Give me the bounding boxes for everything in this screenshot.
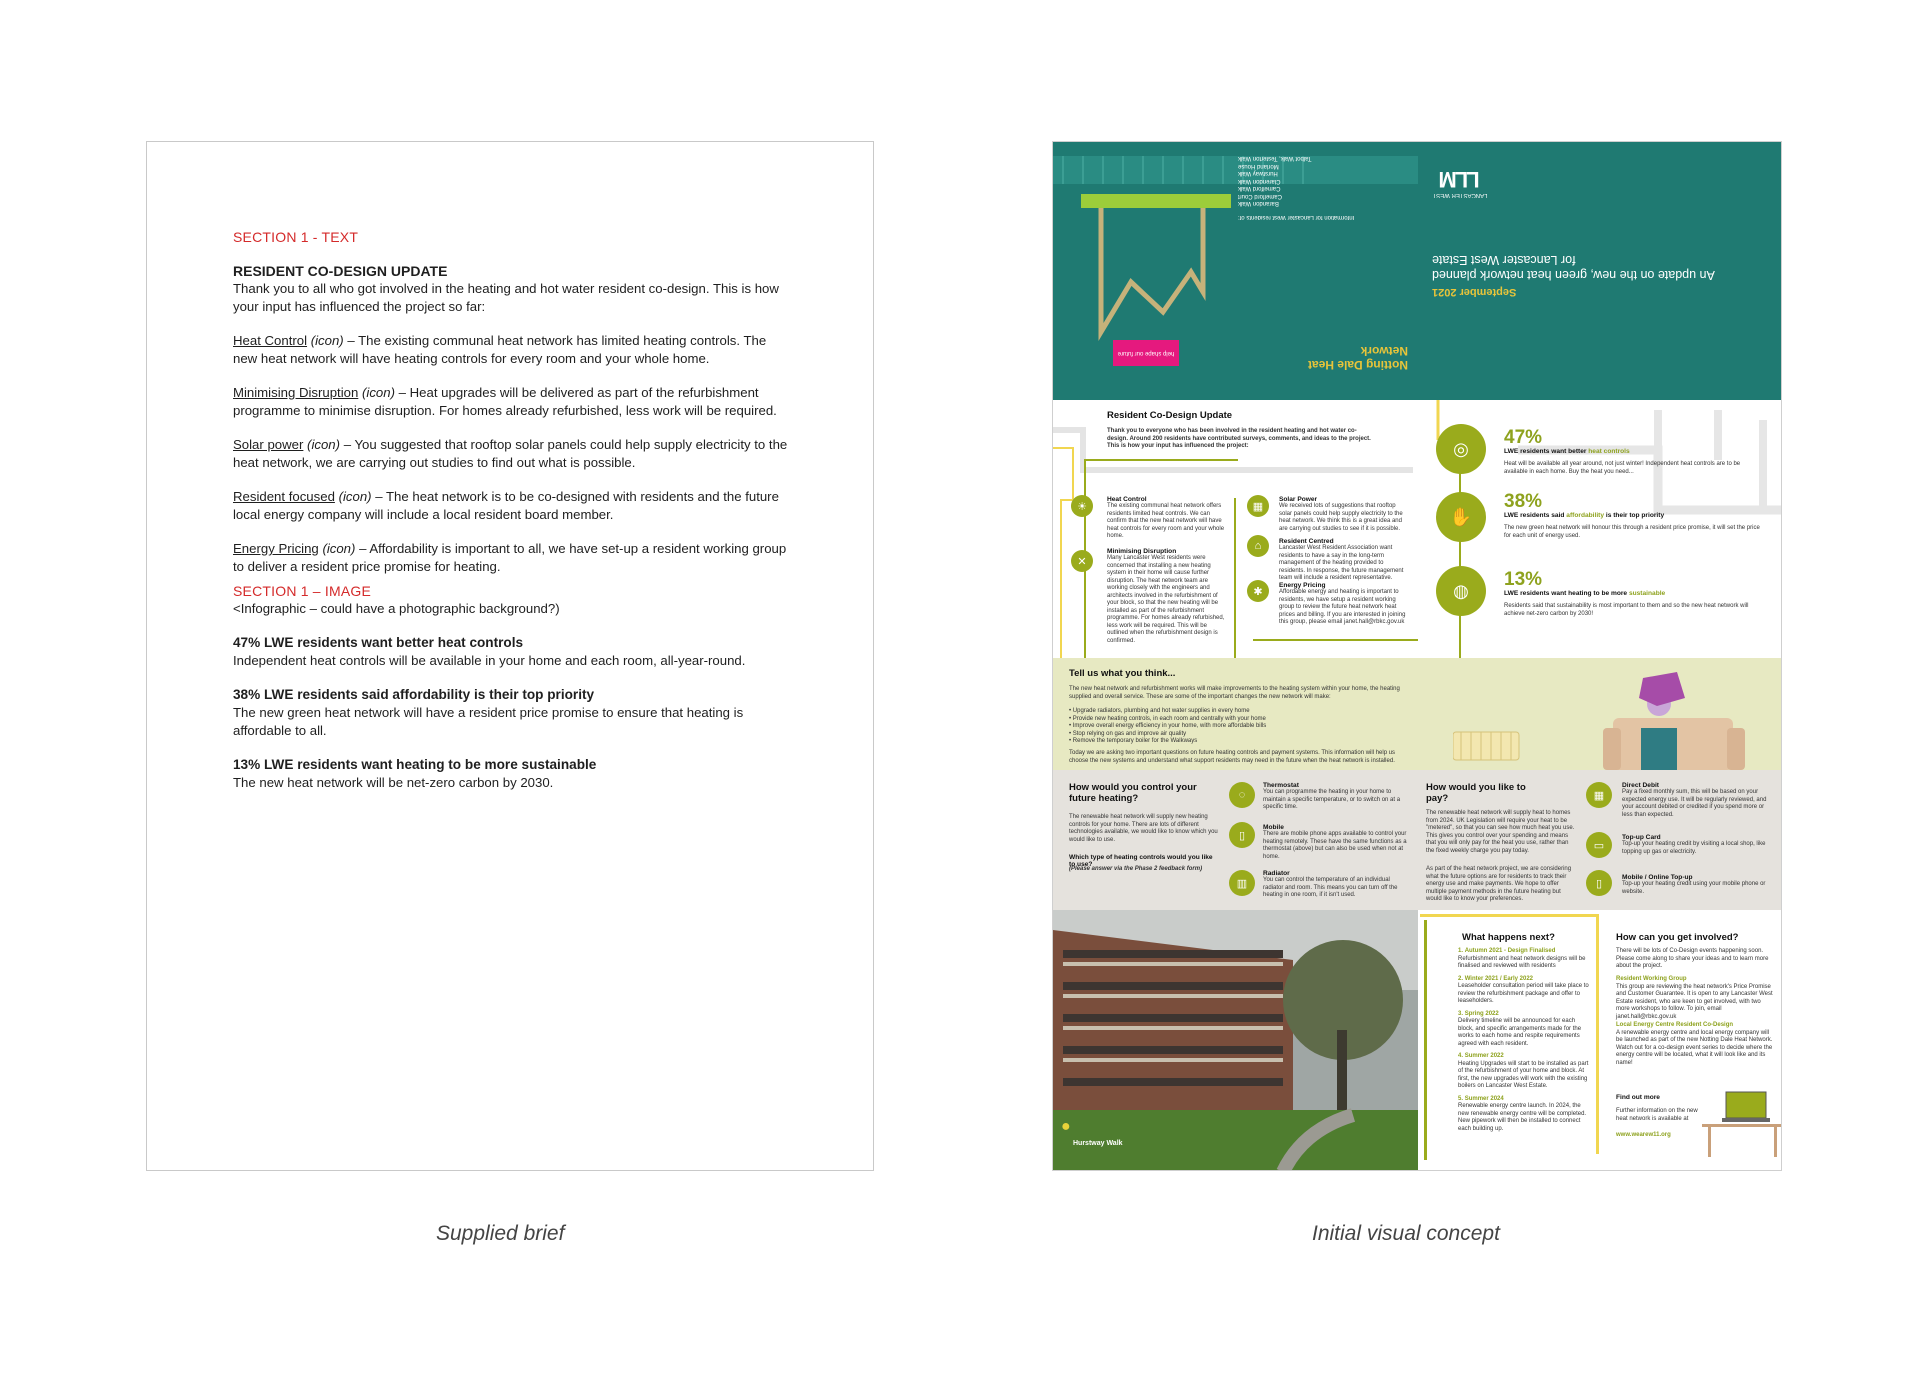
pay-title: How would you like to pay? — [1426, 782, 1526, 804]
stat-key: heat controls — [1588, 448, 1630, 455]
supplied-brief-page — [146, 141, 874, 1171]
codesign-item-heat-control — [1107, 496, 1225, 541]
involved-group-text: This group are reviewing the heat network's Price Promise and Customer Guarantee. It is open to any Lancaster West Estate resident, who are keen to get involved, with two more workshops to follow. To join, email janet.hall@rbkc.gov.uk — [1616, 983, 1773, 1020]
codesign-item-text: Many Lancaster West residents were concerned that installing a new heating system in their home will cause further disruption. The heat network team are working closely with the engineers and architects involved in the refurbishment of your block, so that the new heating will be installed as part of the refurbishment programme. For homes already refurbished, less work will be required. This will be outlined when the refurbishment design is confirmed. — [1107, 555, 1225, 644]
cover-front-panel — [1418, 142, 1782, 400]
stat-text: Heat will be available all year around, not just winter! Independent heat controls are to be available in each home. Buy the heat you need... — [1504, 461, 1741, 475]
pay-option — [1622, 834, 1776, 856]
stat-item — [1504, 492, 1764, 540]
control-option-title: Thermostat — [1263, 782, 1299, 789]
control-title: How would you control your future heating? — [1069, 782, 1197, 804]
stat-percentage: 38% — [1504, 491, 1543, 512]
pay-option — [1622, 874, 1776, 896]
cover-street: Barandon Walk — [1238, 200, 1279, 207]
step-number: 5. — [1458, 1095, 1464, 1102]
codesign-intro: Thank you to everyone who has been involved in the resident heating and hot water co-design. Around 200 residents have contributed surveys, comments, and ideas to the project. This is how your input has influenced the project: — [1107, 428, 1371, 449]
next-title: What happens next? — [1462, 932, 1555, 943]
location-pin-icon: ● — [1061, 1118, 1071, 1135]
stat-tail: is their top priority — [1604, 512, 1665, 519]
involved-group-title: Resident Working Group — [1616, 976, 1687, 982]
stats-panel — [1418, 400, 1782, 658]
involved-intro: There will be lots of Co-Design events happening soon. Please come along to share your ideas and to learn more about the project. — [1616, 948, 1769, 969]
mobile-phone-icon: ▯ — [1586, 870, 1612, 896]
step-number: 4. — [1458, 1053, 1464, 1059]
pay-panel — [1418, 770, 1782, 910]
estate-photo — [1053, 910, 1418, 1171]
cover-logo — [1430, 166, 1490, 198]
stat-item — [1504, 570, 1764, 618]
codesign-item-text: Affordable energy and heating is important to residents, we have setup a resident working group to review the future heat network heat prices and billing. If you are interested in joining this group, please email janet.hall@rbkc.gov.uk — [1279, 589, 1406, 625]
involved-group — [1616, 1022, 1774, 1067]
find-out-more-text: Further information on the new heat network is available at — [1616, 1108, 1698, 1122]
step-when: Spring 2022 — [1464, 1010, 1499, 1017]
stat-text: Residents said that sustainability is most important to them and so the new heat network will achieve net-zero carbon by 2030! — [1504, 603, 1749, 617]
stat-percentage: 13% — [1504, 569, 1543, 590]
calendar-icon: ▦ — [1586, 782, 1612, 808]
tell-bullet: • Upgrade radiators, plumbing and hot water supplies in every home — [1069, 708, 1250, 714]
step-when: Winter 2021 / Early 2022 — [1464, 975, 1534, 982]
codesign-item-minimising-disruption — [1107, 548, 1225, 645]
stat-percentage: 47% — [1504, 427, 1543, 448]
control-option — [1263, 824, 1409, 861]
cover-street: Camelford Walk — [1238, 185, 1281, 192]
step-text: Delivery timeline will be announced for each block, and specific arrangements made for the works to each home and respite requirements agreed with each resident. — [1458, 1018, 1582, 1047]
house-icon: ⌂ — [1247, 535, 1269, 557]
brief-item-text: – Affordability is important to all, we have set-up a resident working group to deliver a resident price promise for heating. — [233, 541, 787, 574]
tell-us-panel — [1053, 658, 1782, 770]
brief-item-heat-control — [233, 332, 793, 368]
brief-item-icon-note: (icon) — [362, 385, 395, 400]
brief-item-resident-focused — [233, 488, 793, 524]
brief-item-term: Minimising Disruption — [233, 385, 359, 400]
stat-lead: LWE residents said — [1504, 512, 1567, 519]
tell-bullet: • Improve overall energy efficiency in your home, with more affordable bills — [1069, 723, 1267, 729]
codesign-item-text: The existing communal heat network offers residents limited heat controls. We can confirm that the new heat network will have heat controls for every room and your whole home. — [1107, 503, 1225, 539]
pay-option-text: Top-up your heating credit by visiting a local shop, like topping up gas or electricity. — [1622, 841, 1766, 855]
brief-item-term: Heat Control — [233, 333, 308, 348]
globe-hands-icon: ◍ — [1436, 566, 1486, 616]
control-option — [1263, 782, 1409, 812]
step-text: Refurbishment and heat network designs will be finalised and reviewed with residents — [1458, 955, 1586, 969]
brief-stat-text: The new green heat network will have a resident price promise to ensure that heating is affordable to all. — [233, 705, 744, 738]
brief-stat-heading: 38% LWE residents said affordability is their top priority — [233, 687, 595, 702]
pay-option-text: Top-up your heating credit using your mobile phone or website. — [1622, 881, 1766, 895]
cover-back-panel — [1053, 142, 1418, 400]
tools-icon: ✕ — [1071, 550, 1093, 572]
tell-bullet: • Remove the temporary boiler for the Walkways — [1069, 738, 1198, 744]
find-out-more-link[interactable]: www.wearew11.org — [1616, 1132, 1671, 1138]
stat-text: The new green heat network will honour this through a resident price promise, it will set the price for each unit of energy used. — [1504, 525, 1760, 539]
step-number: 2. — [1458, 975, 1464, 982]
step-when: Autumn 2021 - Design Finalised — [1464, 948, 1556, 954]
step-when: Summer 2022 — [1464, 1053, 1504, 1059]
brief-item-icon-note: (icon) — [307, 437, 341, 452]
pay-intro2: As part of the heat network project, we are considering what the future options are for residents to track their energy use and make payments. We hope to offer multiple payment methods in the future heating but would like to know your preferences. — [1426, 866, 1572, 902]
codesign-item-title: Resident Centred — [1279, 538, 1334, 545]
logo-subtitle: LANCASTER WEST — [1432, 192, 1488, 198]
cover-street: Hurstway Walk — [1238, 170, 1278, 177]
pay-option-text: Pay a fixed monthly sum, this will be based on your expected energy use. It will be regularly reviewed, and your account debited or credited if you spend more or less than expected. — [1622, 789, 1767, 818]
brief-stat-text: The new heat network will be net-zero carbon by 2030. — [233, 775, 554, 790]
cover-badge: help shape our future — [1113, 340, 1179, 366]
brief-item-term: Solar power — [233, 437, 304, 452]
thermostat-icon: ◌ — [1229, 782, 1255, 808]
lightbulb-icon: ✱ — [1247, 580, 1269, 602]
step-when: Summer 2024 — [1464, 1095, 1504, 1102]
find-out-more-title: Find out more — [1616, 1094, 1660, 1101]
next-steps-list — [1458, 948, 1590, 1133]
next-step — [1458, 1053, 1590, 1091]
control-intro: The renewable heat network will supply new heating controls for your home. There are lots of different technologies available, we would like to know which you would like to use. — [1069, 814, 1218, 843]
control-option-text: You can programme the heating in your home to maintain a specific temperature, or to switch on at a specific time. — [1263, 789, 1401, 810]
logo-mark: LLM — [1440, 167, 1480, 192]
codesign-item-solar-power — [1279, 496, 1407, 533]
step-number: 1. — [1458, 948, 1464, 954]
cover-street: Morland House — [1238, 163, 1279, 169]
stat-key: affordability — [1566, 512, 1605, 519]
thermostat-dial-icon: ◎ — [1436, 424, 1486, 474]
brief-stat-heading: 13% LWE residents want heating to be more sustainable — [233, 757, 597, 772]
photo-label: Hurstway Walk — [1073, 1140, 1123, 1147]
cover-streets — [1238, 154, 1408, 220]
tell-outro: Today we are asking two important questions on future heating controls and payment systems. This information will help us choose the new systems and understand what support residents may need in the future when the heat network is installed. — [1069, 750, 1396, 764]
codesign-item-title: Heat Control — [1107, 496, 1147, 503]
pay-option-title: Top-up Card — [1622, 834, 1661, 841]
control-note: (Please answer via the Phase 2 feedback form) — [1069, 866, 1203, 872]
brief-item-energy-pricing — [233, 540, 793, 576]
caption-supplied-brief: Supplied brief — [436, 1222, 565, 1245]
control-option-text: There are mobile phone apps available to control your heating remotely. These have the same functions as a thermostat (above) but can also be used when not at home. — [1263, 831, 1407, 860]
pay-intro: The renewable heat network will supply heat to homes from 2024. UK Legislation will require your heat to be "metered", so that you can see how much heat you use. This gives you control over your spending and means that you will only pay for the heat you use, rather than the fixed weekly charge you pay today. — [1426, 810, 1575, 854]
brief-item-text: – The existing communal heat network has limited heating controls. The new heat network will have heating controls for every room and your whole home. — [233, 333, 767, 366]
stat-item — [1504, 428, 1764, 476]
codesign-item-text: We received lots of suggestions that rooftop solar panels could help supply electricity to the heat network. We think this is a great idea and are carrying out studies to see if it is possible. — [1279, 503, 1403, 532]
brief-item-minimising-disruption — [233, 384, 793, 420]
cover-info-intro: Information for Lancaster West residents of: — [1238, 214, 1355, 220]
brief-item-icon-note: (icon) — [310, 333, 344, 348]
codesign-item-title: Energy Pricing — [1279, 582, 1326, 589]
brief-item-text: – Heat upgrades will be delivered as part of the refurbishment programme to minimise disruption. For homes already refurbished, less work will be required. — [233, 385, 777, 418]
radiator-icon: ▥ — [1229, 870, 1255, 896]
cover-brand: Notting Dale Heat Network — [1307, 344, 1408, 372]
control-heating-panel — [1053, 770, 1418, 910]
control-option — [1263, 870, 1409, 900]
brief-image-note: <Infographic – could have a photographic background?) — [233, 601, 560, 616]
codesign-panel — [1053, 400, 1418, 658]
visual-concept-page — [1052, 141, 1782, 1171]
cover-street: Camelford Court — [1238, 193, 1283, 199]
brief-item-text: – The heat network is to be co-designed with residents and the future local energy company will include a local resident board member. — [233, 489, 779, 522]
brief-title: RESIDENT CO-DESIGN UPDATE — [233, 263, 448, 279]
card-icon: ▭ — [1586, 832, 1612, 858]
stat-key: sustainable — [1628, 590, 1666, 597]
control-question: Which type of heating controls would you like to use? — [1069, 854, 1213, 868]
brief-stat-text: Independent heat controls will be available in your home and each room, all-year-round. — [233, 653, 746, 668]
next-steps-panel — [1418, 910, 1782, 1171]
tell-bullet: • Stop relying on gas and improve air quality — [1069, 730, 1187, 737]
pay-option-title: Direct Debit — [1622, 782, 1660, 789]
pay-option — [1622, 782, 1776, 819]
brief-item-icon-note: (icon) — [338, 489, 372, 504]
brief-item-icon-note: (icon) — [322, 541, 356, 556]
brief-item-solar-power — [233, 436, 793, 472]
cover-street: Talbot Walk, Testerton Walk — [1238, 155, 1312, 162]
cover-headline: An update on the new, green heat network planned for Lancaster West Estate — [1432, 253, 1715, 282]
brief-item-term: Resident focused — [233, 489, 335, 504]
step-number: 3. — [1458, 1010, 1464, 1017]
control-option-title: Radiator — [1263, 870, 1290, 877]
pay-option-title: Mobile / Online Top-up — [1622, 874, 1693, 881]
estate-building-photo — [1053, 910, 1418, 1171]
codesign-item-title: Solar Power — [1279, 496, 1318, 503]
tell-bullets — [1069, 708, 1409, 746]
resident-armchair-illustration — [1453, 658, 1753, 770]
codesign-item-text: Lancaster West Resident Association want residents to have a say in the long-term management of the heating provided to residents. In response, the future management team will include a resident representative. — [1279, 545, 1404, 581]
tell-bullet: • Provide new heating controls, in each room and centrally with your home — [1069, 715, 1266, 722]
cover-date: September 2021 — [1432, 286, 1517, 298]
stat-lead: LWE residents want better — [1504, 448, 1589, 455]
brief-stat-heading: 47% LWE residents want better heat controls — [233, 635, 524, 650]
control-option-title: Mobile — [1263, 824, 1284, 831]
involved-group-text: A renewable energy centre and local energy company will be launched as part of the new Notting Dale Heat Network. Watch out for a co-design event series to decide where the energy centre will be located, what it will look like and its name! — [1616, 1029, 1773, 1066]
tell-title: Tell us what you think... — [1069, 668, 1176, 679]
brief-content — [233, 228, 793, 808]
mobile-phone-icon: ▯ — [1229, 822, 1255, 848]
stat-lead: LWE residents want heating to be more — [1504, 590, 1629, 597]
laptop-desk-illustration — [1702, 1090, 1782, 1160]
section-image-heading: SECTION 1 – IMAGE — [233, 583, 371, 599]
involved-title: How can you get involved? — [1616, 932, 1739, 943]
brief-item-term: Energy Pricing — [233, 541, 319, 556]
solar-panel-icon: ▦ — [1247, 495, 1269, 517]
next-step — [1458, 1096, 1590, 1134]
brief-intro: Thank you to all who got involved in the heating and hot water resident co-design. This is how your input has influenced the project so far: — [233, 281, 779, 314]
next-step — [1458, 1011, 1590, 1049]
next-step — [1458, 976, 1590, 1006]
caption-visual-concept: Initial visual concept — [1312, 1222, 1500, 1245]
step-text: Renewable energy centre launch. In 2024, the new renewable energy centre will be completed. New pipework will then be installed to connect each building up. — [1458, 1103, 1587, 1132]
codesign-item-title: Minimising Disruption — [1107, 548, 1177, 555]
step-text: Leaseholder consultation period will take place to review the refurbishment package and offer to leaseholders. — [1458, 983, 1589, 1004]
cover-headline-block — [1432, 252, 1732, 298]
next-step — [1458, 948, 1590, 971]
codesign-item-energy-pricing — [1279, 582, 1407, 627]
involved-group-title: Local Energy Centre Resident Co-Design — [1616, 1022, 1734, 1028]
codesign-title: Resident Co-Design Update — [1107, 410, 1233, 421]
control-option-text: You can control the temperature of an individual radiator and room. This means you can turn off the heating in one room, if it isn't used. — [1263, 877, 1398, 898]
codesign-item-resident-centred — [1279, 538, 1407, 583]
tell-intro: The new heat network and refurbishment works will make improvements to the heating system within your home, the heating supplied and overall service. These are some of the important changes the new network will make: — [1069, 686, 1400, 700]
involved-group — [1616, 976, 1774, 1021]
heat-control-icon: ☀ — [1071, 495, 1093, 517]
cover-street: Clarendon Walk — [1238, 178, 1281, 184]
handshake-icon: ✋ — [1436, 492, 1486, 542]
brief-item-text: – You suggested that rooftop solar panels could help supply electricity to the heat network, we are carrying out studies to find out what is possible. — [233, 437, 788, 470]
section-text-heading: SECTION 1 - TEXT — [233, 229, 359, 245]
step-text: Heating Upgrades will start to be installed as part of the refurbishment of your home and block. At first, the new upgrades will work with the existing boilers on Lancaster West Estate. — [1458, 1060, 1589, 1089]
